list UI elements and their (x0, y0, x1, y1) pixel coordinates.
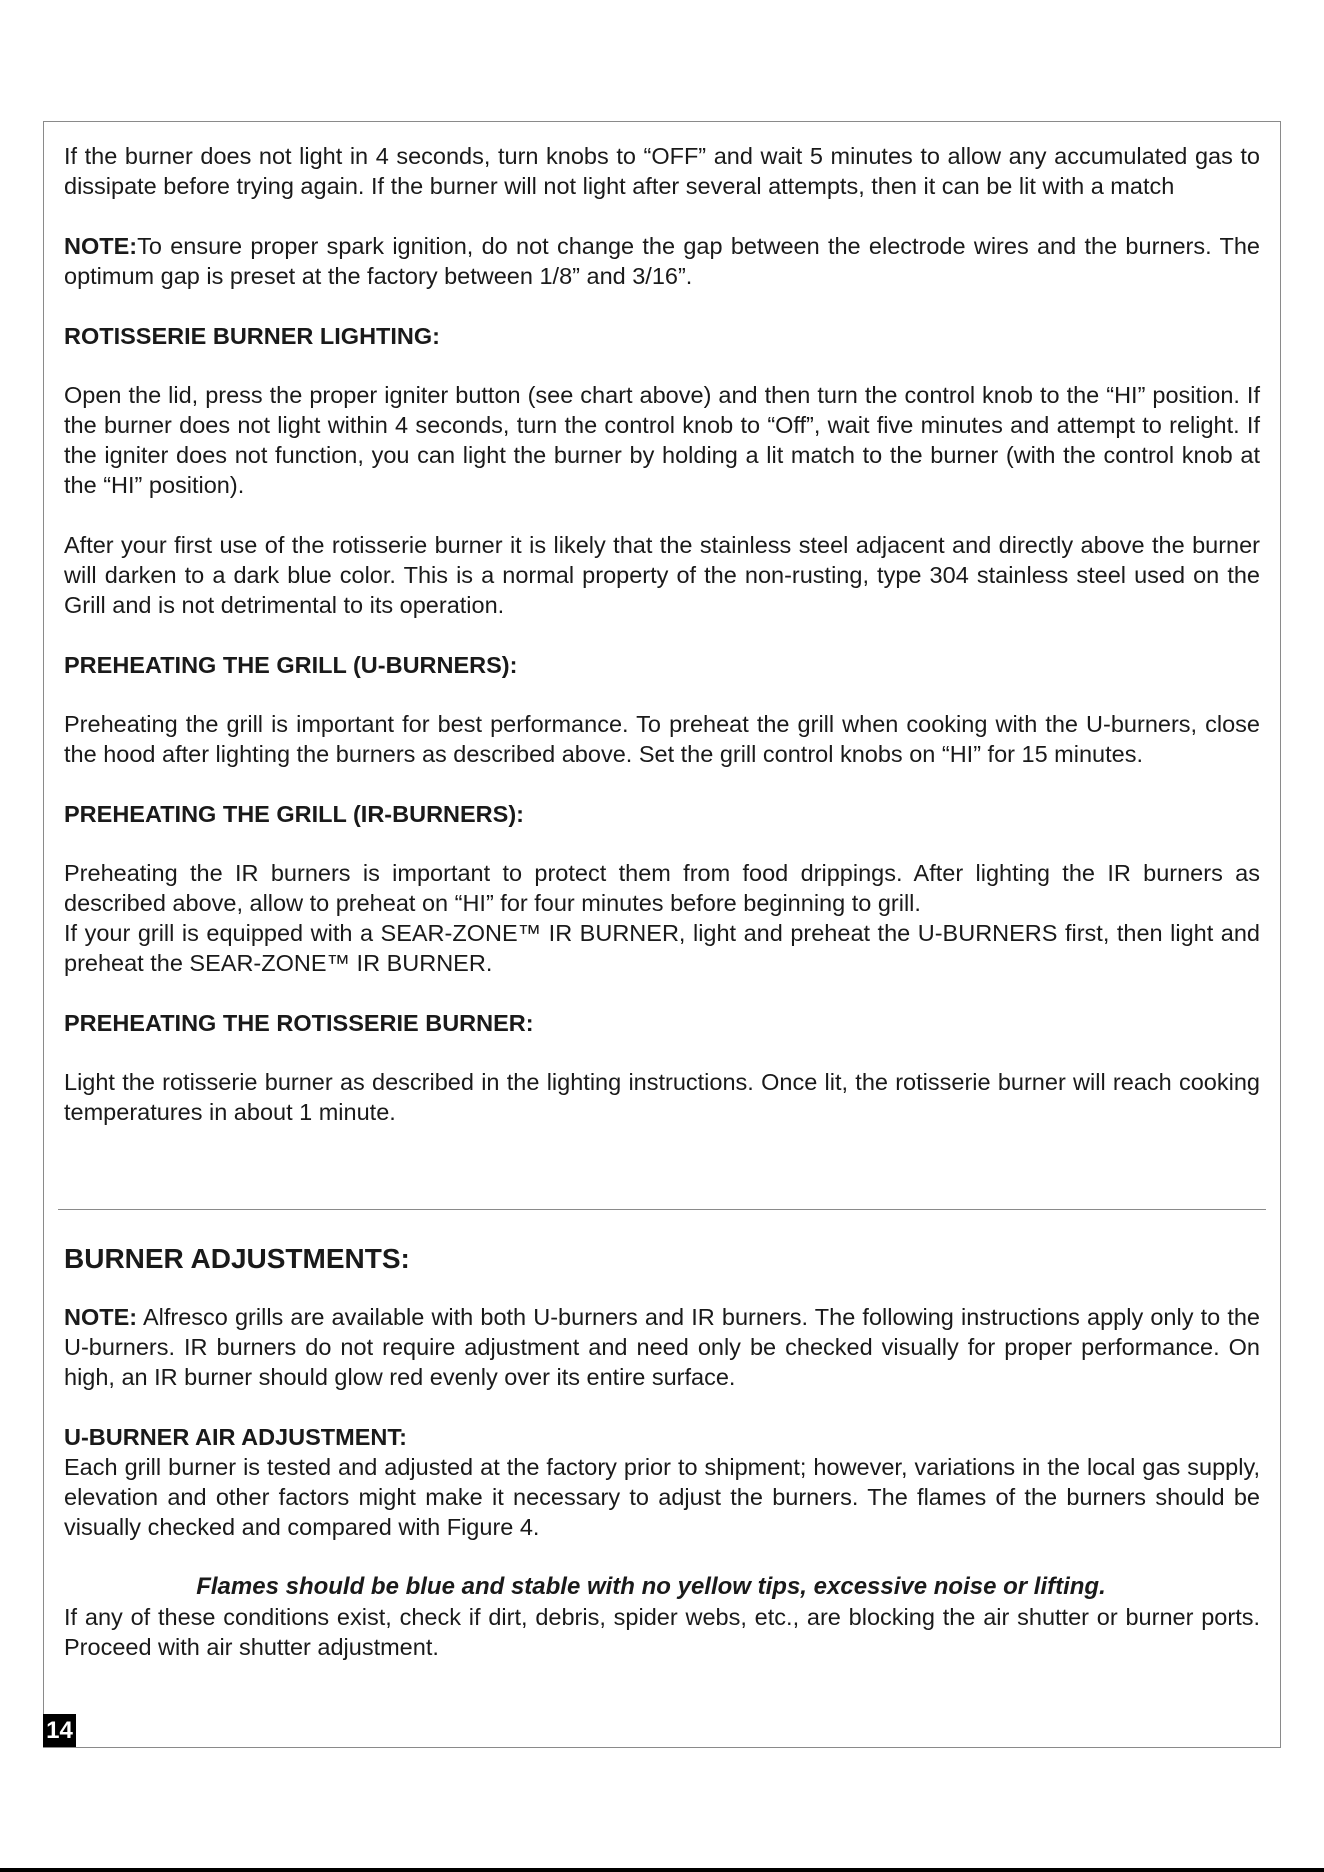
sear-zone-paragraph: If your grill is equipped with a SEAR-ZONE™ IR BURNER, light and preheat the U-BURNERS first, then light and preheat the SEAR-ZONE™ IR BURNER. (64, 920, 1260, 976)
bottom-rule (0, 1868, 1324, 1872)
intro-paragraph: If the burner does not light in 4 seconds, turn knobs to “OFF” and wait 5 minutes to allow any accumulated gas to dissipate before trying again. If the burner will not light after several attempts, then it can be lit with a match (64, 143, 1260, 199)
upper-content (64, 141, 1260, 1127)
heading-preheat-ir-burners: PREHEATING THE GRILL (IR-BURNERS): (64, 801, 524, 827)
flame-emphasis: Flames should be blue and stable with no yellow tips, excessive noise or lifting. (196, 1573, 1106, 1600)
page-number: 14 (43, 1714, 76, 1747)
heading-u-burner-air-adjustment: U-BURNER AIR ADJUSTMENT: (64, 1424, 407, 1450)
preheat-u-paragraph: Preheating the grill is important for best performance. To preheat the grill when cooking with the U-burners, close the hood after lighting the burners as described above. Set the grill control knobs on “HI” for 15 minutes. (64, 711, 1260, 767)
section-divider (58, 1209, 1266, 1210)
note-label: NOTE: (64, 1304, 138, 1330)
note-label: NOTE: (64, 233, 138, 259)
conditions-paragraph: If any of these conditions exist, check if dirt, debris, spider webs, etc., are blocking the air shutter or burner ports. Proceed with air shutter adjustment. (64, 1604, 1260, 1660)
note-burner-types (64, 1302, 1260, 1392)
heading-rotisserie-lighting: ROTISSERIE BURNER LIGHTING: (64, 323, 441, 349)
heading-burner-adjustments: BURNER ADJUSTMENTS: (64, 1243, 410, 1274)
note-ignition (64, 231, 1260, 291)
heading-preheat-rotisserie: PREHEATING THE ROTISSERIE BURNER: (64, 1010, 534, 1036)
preheat-ir-paragraph: Preheating the IR burners is important to protect them from food drippings. After lighting the IR burners as described above, allow to preheat on “HI” for four minutes before beginning to grill. (64, 860, 1260, 916)
air-adjustment-paragraph: Each grill burner is tested and adjusted at the factory prior to shipment; however, variations in the local gas supply, elevation and other factors might make it necessary to adjust the burners. The flames of the burners should be visually checked and compared with Figure 4. (64, 1454, 1260, 1540)
rotisserie-lighting-paragraph: Open the lid, press the proper igniter button (see chart above) and then turn the control knob to the “HI” position. If the burner does not light within 4 seconds, turn the control knob to “Off”, wait five minutes and attempt to relight. If the igniter does not function, you can light the burner by holding a lit match to the burner (with the control knob at the “HI” position). (64, 382, 1260, 498)
note-text: Alfresco grills are available with both U-burners and IR burners. The following instructions apply only to the U-burners. IR burners do not require adjustment and need only be checked visually for proper performance. On high, an IR burner should glow red evenly over its entire surface. (64, 1304, 1260, 1390)
lower-content (64, 1242, 1260, 1662)
rotisserie-discoloration-paragraph: After your first use of the rotisserie burner it is likely that the stainless steel adjacent and directly above the burner will darken to a dark blue color. This is a normal property of the non-rusting, type 304 stainless steel used on the Grill and is not detrimental to its operation. (64, 532, 1260, 618)
preheat-rotisserie-paragraph: Light the rotisserie burner as described in the lighting instructions. Once lit, the rotisserie burner will reach cooking temperatures in about 1 minute. (64, 1069, 1260, 1125)
note-text: To ensure proper spark ignition, do not change the gap between the electrode wires and the burners. The optimum gap is preset at the factory between 1/8” and 3/16”. (64, 233, 1260, 289)
heading-preheat-u-burners: PREHEATING THE GRILL (U-BURNERS): (64, 652, 518, 678)
